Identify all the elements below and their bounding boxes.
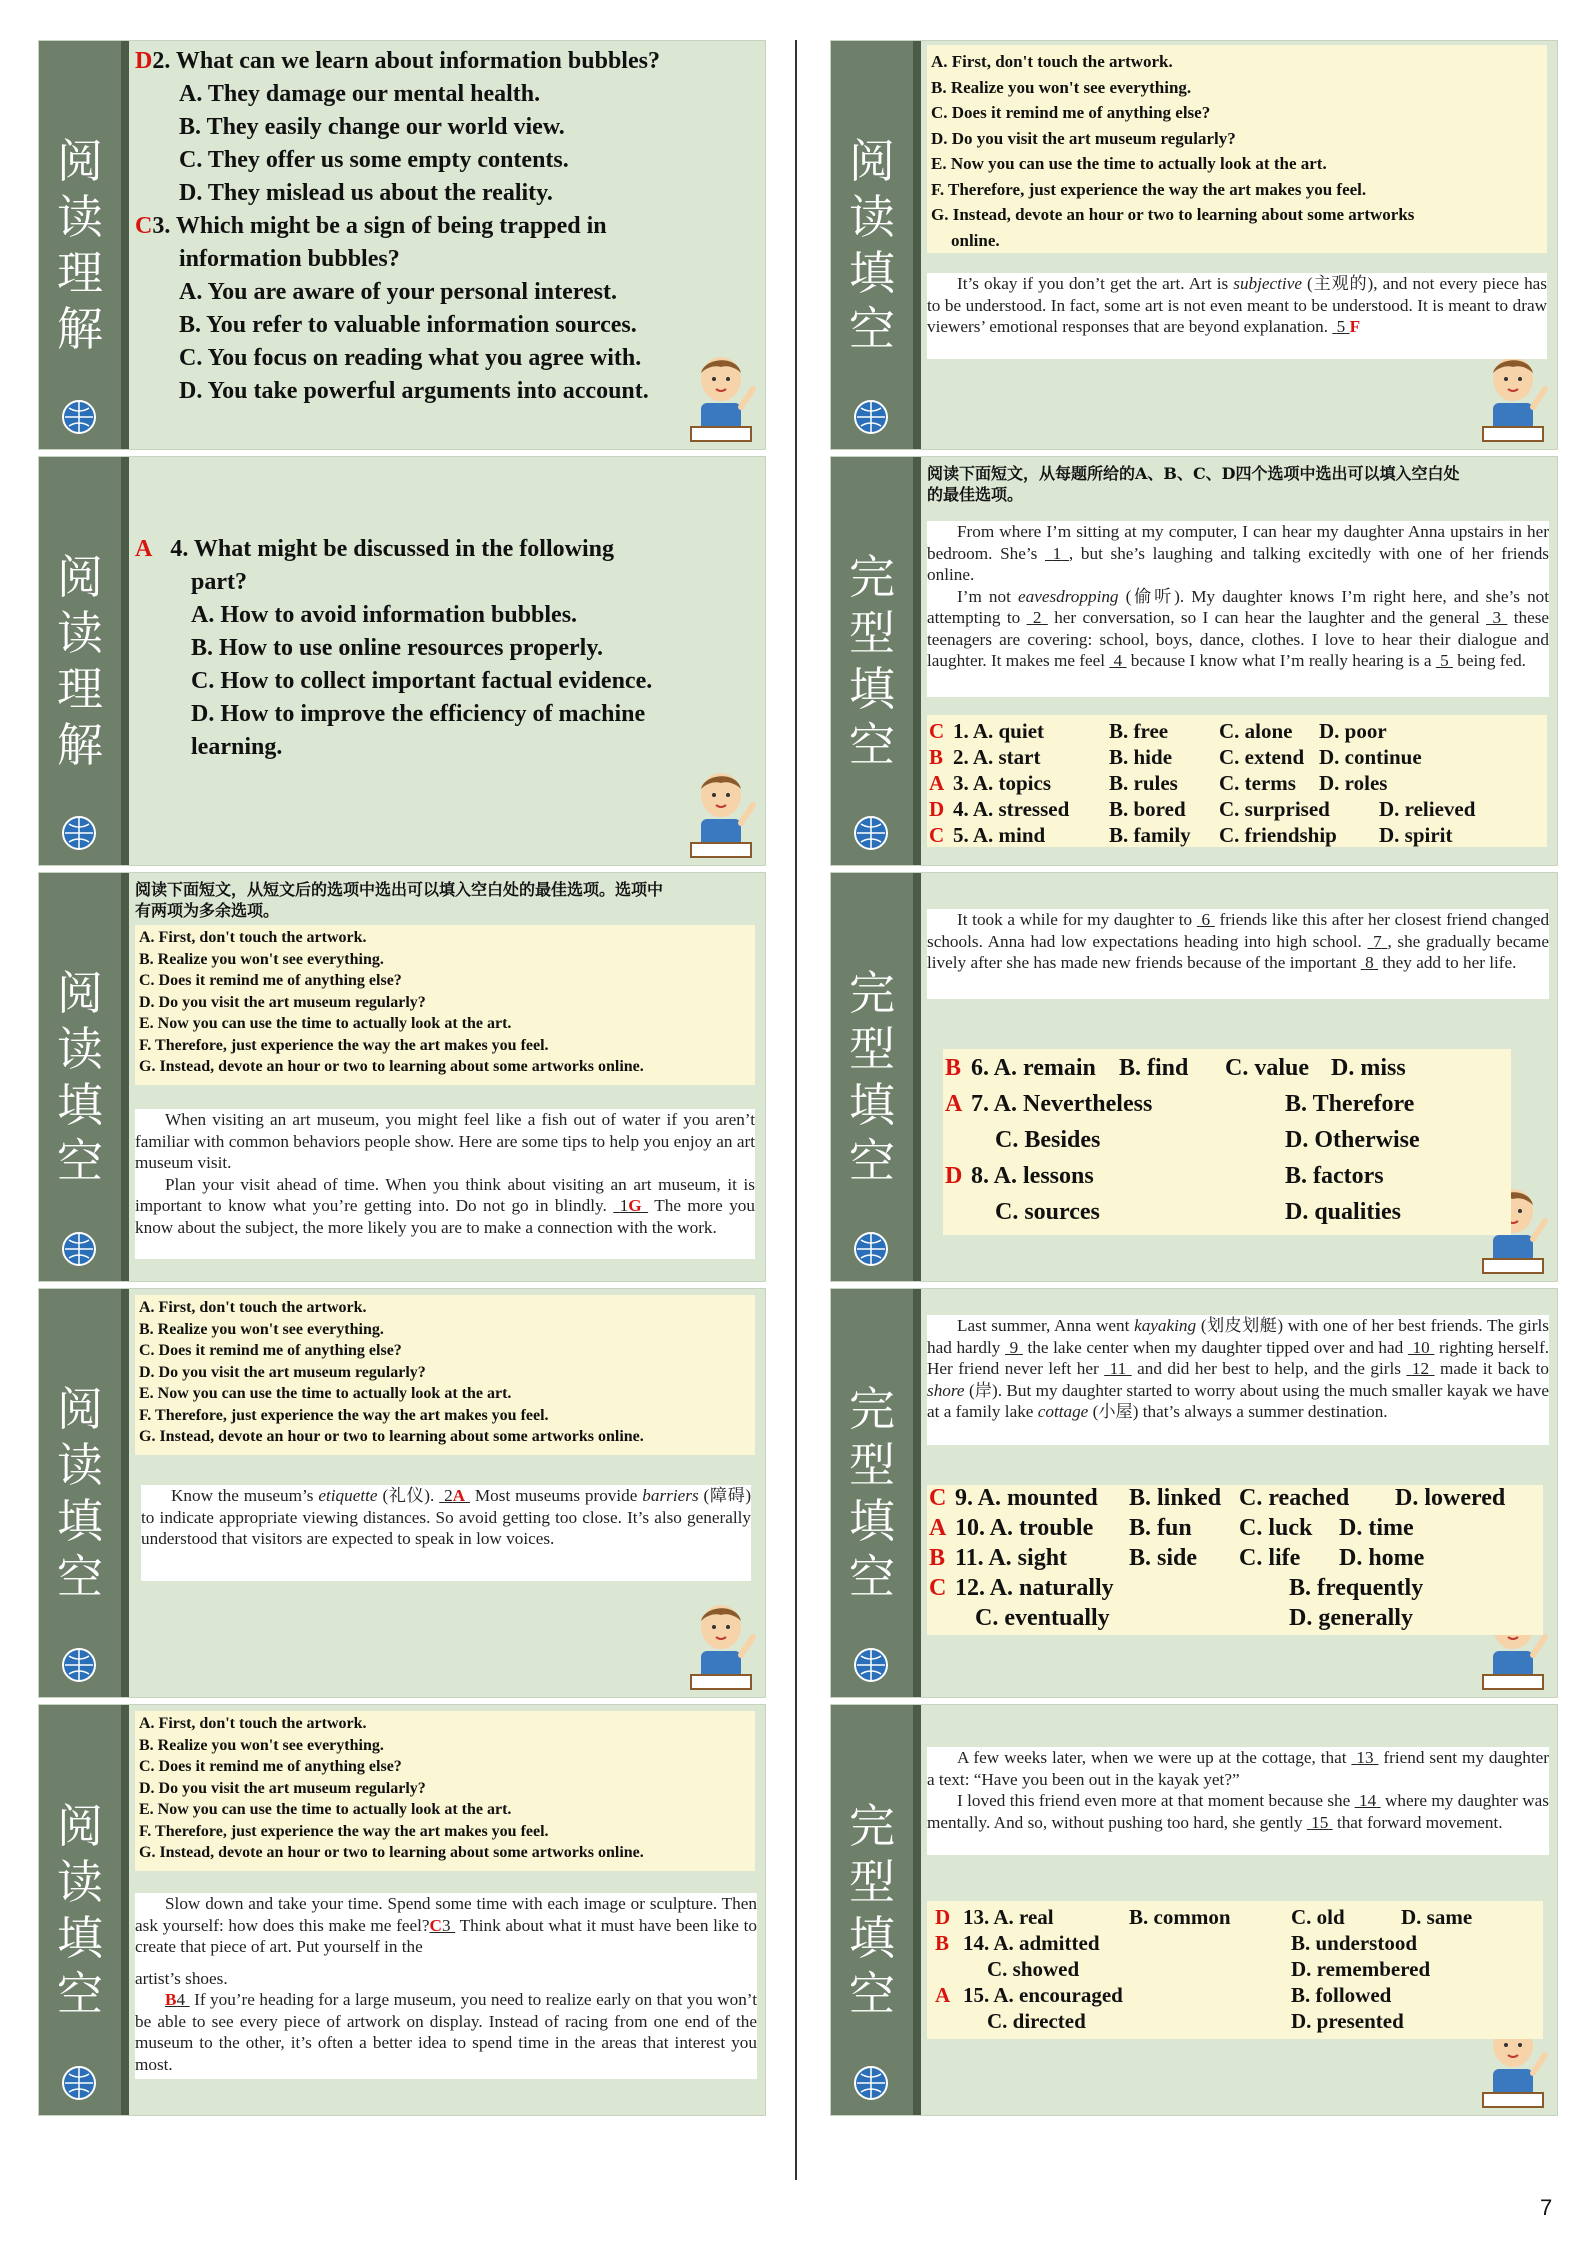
paragraph-1: From where I’m sitting at my computer, I can hear my daughter Anna upstairs in her bedroom. She’s 1 , but she’s laughing and talking excitedly with one of her friends online. (927, 522, 1549, 584)
option-b: B. Realize you won't see everything. (931, 77, 1192, 97)
slide-title: 阅 读 填 空 (849, 134, 895, 356)
slide-title: 阅 读 填 空 (57, 1382, 103, 1604)
slide-cloze-4 (830, 1704, 1558, 2116)
choice-row-12-cont: C. eventually D. generally (975, 1605, 1413, 1631)
option-b: B. Realize you won't see everything. (139, 950, 384, 968)
blank-4: B4 (165, 1990, 186, 2009)
passage (141, 1485, 751, 1581)
column-divider (795, 40, 797, 2180)
option-e: E. Now you can use the time to actually look at the art. (139, 1015, 512, 1032)
choice-row-5: C 5. A. mind B. family C. friendship D. spirit (929, 823, 1453, 847)
question-3-cont: information bubbles? (179, 246, 400, 272)
paragraph-1: Slow down and take your time. Spend some time with each image or sculpture. Then ask yourself: how does this make me feel?C3 Think about what it must have been like to create that piece of art. Put yourself in the (135, 1894, 757, 1956)
answer-2: A (452, 1486, 466, 1505)
question-4: 4. What might be discussed in the following (170, 536, 614, 562)
slide-cloze-2 (830, 872, 1558, 1282)
blank-2: 2A (444, 1486, 466, 1505)
option-4c: C. How to collect important factual evidence. (191, 668, 653, 694)
option-2c: C. They offer us some empty contents. (179, 147, 569, 173)
option-f: F. Therefore, just experience the way the art makes you feel. (139, 1036, 549, 1054)
question-3: 3. Which might be a sign of being trapped in (152, 213, 607, 239)
choice-row-15-cont: C. directed D. presented (987, 2009, 1404, 2033)
blank-2: 2 (1032, 608, 1042, 627)
passage (927, 521, 1549, 697)
answer-3: C (135, 213, 153, 239)
paragraph-2: I loved this friend even more at that moment because she 14 where my daughter was mentally. And so, without pushing too hard, she gently 15 that forward movement. (927, 1791, 1549, 1832)
choice-row-9: C 9. A. mounted B. linked C. reached D. lowered (929, 1485, 1506, 1511)
option-b: B. Realize you won't see everything. (139, 1320, 384, 1338)
slide-reading-cloze-1 (38, 872, 766, 1282)
choices-box (927, 715, 1547, 847)
choice-row-14: B 14. A. admitted B. understood (935, 1931, 1418, 1955)
option-a: A. First, don't touch the artwork. (139, 929, 367, 946)
blank-15: 15 (1311, 1812, 1329, 1832)
blank-1: 1 (1052, 543, 1062, 563)
option-g: G. Instead, devote an hour or two to learning about some artworks online. (139, 1058, 644, 1075)
instructions-line-2: 有两项为多余选项。 (135, 901, 280, 920)
passage (927, 273, 1547, 359)
globe-icon (61, 1231, 97, 1267)
choices-box (927, 1901, 1543, 2039)
blank-5: 5 (1336, 317, 1346, 336)
option-g: G. Instead, devote an hour or two to learning about some artworks online. (139, 1428, 644, 1445)
passage (135, 1109, 755, 1259)
option-c: C. Does it remind me of anything else? (139, 1758, 402, 1775)
paragraph-2: B4 If you’re heading for a large museum, you need to realize early on that you won’t be able to see every piece of artwork on display. Instead of racing from one end of the museum to the other, it’s often a better idea to spend time in the areas that interest you most. (135, 1990, 757, 2074)
passage (927, 1747, 1549, 1855)
option-e: E. Now you can use the time to actually look at the art. (931, 154, 1327, 173)
blank-10: 10 (1412, 1337, 1430, 1357)
answer-4: B (165, 1990, 177, 2009)
globe-icon (853, 815, 889, 851)
globe-icon (853, 2065, 889, 2101)
slide-title: 完 型 填 空 (849, 1382, 895, 1604)
slide-cloze-3 (830, 1288, 1558, 1698)
option-3a: A. You are aware of your personal interest. (179, 279, 617, 305)
passage (927, 909, 1549, 999)
slide-reading-comprehension-2 (38, 456, 766, 866)
option-3b: B. You refer to valuable information sources. (179, 312, 637, 338)
option-e: E. Now you can use the time to actually look at the art. (139, 1385, 512, 1402)
option-e: E. Now you can use the time to actually look at the art. (139, 1801, 512, 1818)
choice-row-7: A 7. A. Nevertheless B. Therefore (945, 1091, 1415, 1117)
blank-4: 4 (1113, 651, 1123, 670)
options-box (135, 1295, 755, 1455)
answer-4: A (135, 536, 153, 562)
slide-title: 完 型 填 空 (849, 550, 895, 772)
option-c: C. Does it remind me of anything else? (139, 1342, 402, 1359)
paragraph-1: It’s okay if you don’t get the art. Art is subjective (主观的), and not every piece has to be understood. In fact, some art is not even meant to be understood. It is meant to draw viewers’ emotional responses that are beyond explanation. 5 F (927, 274, 1547, 336)
blank-5: 5 (1440, 651, 1449, 670)
blank-6: 6 (1201, 910, 1211, 929)
choices-box (943, 1049, 1511, 1235)
blank-3: C3 (429, 1915, 451, 1935)
option-2b: B. They easily change our world view. (179, 114, 565, 140)
option-g: G. Instead, devote an hour or two to learning about some artworks (931, 205, 1415, 224)
blank-1: 1G (619, 1196, 642, 1215)
answer-5: F (1349, 317, 1361, 336)
option-b: B. Realize you won't see everything. (139, 1736, 384, 1754)
blank-3: 3 (1492, 608, 1502, 627)
globe-icon (853, 399, 889, 435)
slide-reading-cloze-3 (38, 1704, 766, 2116)
choice-row-4: D 4. A. stressed B. bored C. surprised D. relieved (929, 797, 1476, 821)
paragraph-2: Plan your visit ahead of time. When you think about visiting an art museum, it is important to know what you’re getting into. Do not go in blindly. 1G The more you know about the subject, the more likely you are to make a connection with the work. (135, 1174, 755, 1237)
choice-row-1: C 1. A. quiet B. free C. alone D. poor (929, 719, 1387, 743)
paragraph-1: A few weeks later, when we were up at the cottage, that 13 friend sent my daughter a text: “Have you been out in the kayak yet?” (927, 1748, 1550, 1789)
globe-icon (61, 1647, 97, 1683)
globe-icon (853, 1231, 889, 1267)
option-3d: D. You take powerful arguments into account. (179, 378, 649, 404)
paragraph-1: It took a while for my daughter to 6 friends like this after her closest friend changed schools. Anna had low expectations heading into high school. 7 , she gradually became lively after she has made new friends because of the important 8 they add to her life. (927, 910, 1550, 972)
option-g: G. Instead, devote an hour or two to learning about some artworks online. (139, 1844, 644, 1861)
option-2d: D. They mislead us about the reality. (179, 180, 553, 206)
slide-title: 阅 读 理 解 (57, 550, 103, 772)
options-box (135, 1711, 755, 1871)
choice-row-8: D 8. A. lessons B. factors (945, 1163, 1384, 1189)
option-a: A. First, don't touch the artwork. (931, 52, 1173, 71)
blank-12: 12 (1411, 1359, 1430, 1378)
option-f: F. Therefore, just experience the way the art makes you feel. (139, 1406, 549, 1424)
option-c: C. Does it remind me of anything else? (931, 103, 1211, 122)
choice-row-10: A 10. A. trouble B. fun C. luck D. time (929, 1515, 1414, 1541)
choice-row-13: D 13. A. real B. common C. old D. same (935, 1905, 1473, 1929)
globe-icon (853, 1647, 889, 1683)
globe-icon (61, 815, 97, 851)
blank-7: 7 (1373, 931, 1382, 951)
option-g-cont: online. (951, 230, 1000, 250)
paragraph-1-cont: artist’s shoes. (135, 1968, 228, 1988)
option-2a: A. They damage our mental health. (179, 81, 541, 107)
instructions-line-2: 的最佳选项。 (927, 485, 1024, 504)
answer-3: C (429, 1915, 442, 1935)
instructions-line-1: 阅读下面短文，从每题所给的A、B、C、D四个选项中选出可以填入空白处 (927, 464, 1460, 483)
option-d: D. Do you visit the art museum regularly? (931, 128, 1236, 148)
slide-title: 完 型 填 空 (849, 966, 895, 1188)
passage (927, 1315, 1549, 1445)
globe-icon (61, 399, 97, 435)
slide-reading-cloze-4 (830, 40, 1558, 450)
options-box (927, 45, 1547, 253)
option-4d-cont: learning. (191, 734, 283, 760)
option-a: A. First, don't touch the artwork. (139, 1715, 367, 1732)
slide-title: 阅 读 填 空 (57, 1799, 103, 2021)
option-3c: C. You focus on reading what you agree with. (179, 345, 642, 371)
choice-row-14-cont: C. showed D. remembered (987, 1957, 1431, 1981)
blank-8: 8 (1365, 953, 1374, 972)
blank-13: 13 (1356, 1748, 1374, 1767)
choice-row-15: A 15. A. encouraged B. followed (935, 1983, 1392, 2007)
choice-row-6: B 6. A. remain B. find C. value D. miss (945, 1055, 1406, 1081)
paragraph-1: Last summer, Anna went kayaking (划皮划艇) with one of her best friends. The girls had hardly 9 the lake center when my daughter tipped over and had 10 righting herself. Her friend never left her 11 and did her best to help, and the girls 12 made it back to shore (岸). But my daughter started to worry about using the much smaller kayak we have at a family lake cottage (小屋) that’s always a summer destination. (927, 1316, 1550, 1421)
globe-icon (61, 2065, 97, 2101)
slide-title: 完 型 填 空 (849, 1799, 895, 2021)
option-f: F. Therefore, just experience the way the art makes you feel. (931, 179, 1367, 199)
question-4-cont: part? (191, 569, 247, 595)
option-f: F. Therefore, just experience the way the art makes you feel. (139, 1822, 549, 1840)
slide-title: 阅 读 填 空 (57, 966, 103, 1188)
paragraph-2: I’m not eavesdropping (偷听). My daughter knows I’m right here, and she’s not attempting to 2 her conversation, so I can hear the laughter and the general 3 these teenagers are covering: school, boys, dance, clothes. I love to hear their dialogue and laughter. It makes me feel 4 because I know what I’m really hearing is a 5 being fed. (927, 586, 1550, 670)
question-2: 2. What can we learn about information bubbles? (152, 48, 660, 74)
choices-box (927, 1485, 1543, 1635)
blank-9: 9 (1009, 1337, 1019, 1357)
slide-reading-cloze-2 (38, 1288, 766, 1698)
instructions-line-1: 阅读下面短文，从短文后的选项中选出可以填入空白处的最佳选项。选项中 (135, 880, 664, 899)
choice-row-8-cont: C. sources D. qualities (995, 1199, 1402, 1225)
choice-row-3: A 3. A. topics B. rules C. terms D. roles (929, 771, 1388, 795)
paragraph-1: When visiting an art museum, you might feel like a fish out of water if you aren’t familiar with common behaviors people show. Here are some tips to help you enjoy an art museum visit. (135, 1110, 755, 1172)
option-4b: B. How to use online resources properly. (191, 635, 604, 661)
answer-2: D (135, 48, 153, 74)
option-4d: D. How to improve the efficiency of machine (191, 701, 646, 727)
choice-row-11: B 11. A. sight B. side C. life D. home (929, 1545, 1425, 1571)
slide-cloze-1 (830, 456, 1558, 866)
choice-row-2: B 2. A. start B. hide C. extend D. continue (929, 745, 1422, 769)
option-a: A. First, don't touch the artwork. (139, 1299, 367, 1316)
choice-row-12: C 12. A. naturally B. frequently (929, 1575, 1424, 1601)
option-d: D. Do you visit the art museum regularly? (139, 1779, 426, 1797)
slide-reading-comprehension-1 (38, 40, 766, 450)
choice-row-7-cont: C. Besides D. Otherwise (995, 1127, 1420, 1153)
answer-1: G (628, 1196, 642, 1215)
option-4a: A. How to avoid information bubbles. (191, 602, 578, 628)
blank-14: 14 (1359, 1791, 1377, 1810)
passage (135, 1893, 757, 2079)
option-d: D. Do you visit the art museum regularly? (139, 1363, 426, 1381)
option-d: D. Do you visit the art museum regularly? (139, 993, 426, 1011)
paragraph-1: Know the museum’s etiquette (礼仪). 2A Most museums provide barriers (障碍) to indicate appropriate viewing distances. So avoid getting too close. It’s also generally understood that visitors are expected to speak in low voices. (141, 1486, 752, 1548)
page-number: 7 (1540, 2195, 1553, 2220)
option-c: C. Does it remind me of anything else? (139, 972, 402, 989)
options-box (135, 925, 755, 1085)
slide-title: 阅 读 理 解 (57, 134, 103, 356)
blank-11: 11 (1109, 1359, 1127, 1378)
